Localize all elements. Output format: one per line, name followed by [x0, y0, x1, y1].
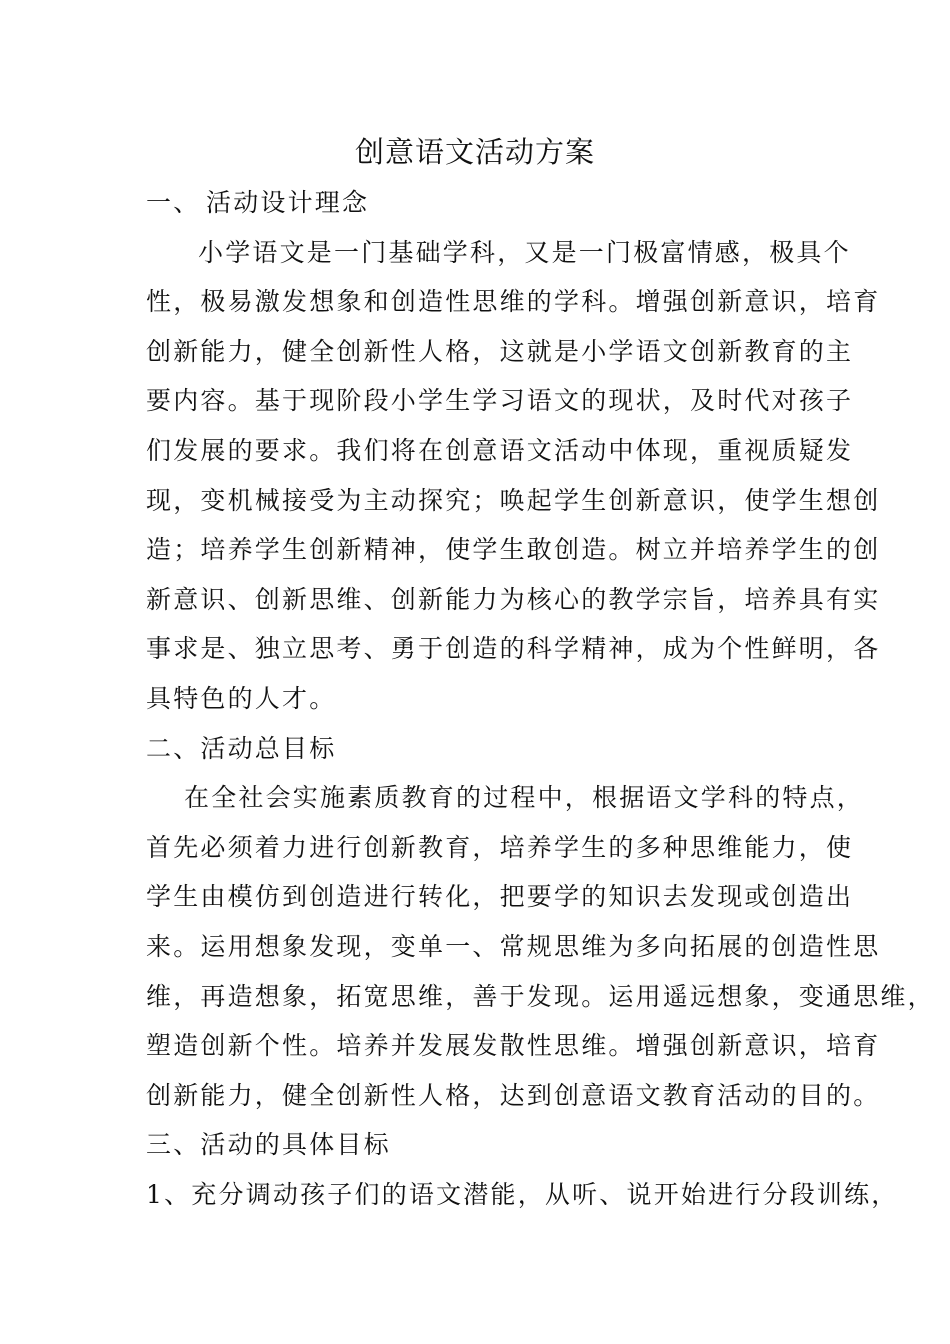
paragraph-line: 现，变机械接受为主动探究；唤起学生创新意识，使学生想创 [146, 485, 881, 515]
paragraph-line: 要内容。基于现阶段小学生学习语文的现状，及时代对孩子 [146, 386, 854, 416]
paragraph-line: 小学语文是一门基础学科，又是一门极富情感，极具个 [198, 237, 851, 267]
paragraph-line: 在全社会实施素质教育的过程中，根据语文学科的特点， [184, 783, 865, 813]
paragraph-line: 具特色的人才。 [146, 683, 337, 713]
paragraph-line: 性，极易激发想象和创造性思维的学科。增强创新意识，培育 [146, 287, 881, 317]
section-heading-2: 二、活动总目标 [146, 733, 337, 763]
paragraph-line: 创新能力，健全创新性人格，达到创意语文教育活动的目的。 [146, 1080, 881, 1110]
paragraph-line: 创新能力，健全创新性人格，这就是小学语文创新教育的主 [146, 336, 854, 366]
paragraph-line: 新意识、创新思维、创新能力为核心的教学宗旨，培养具有实 [146, 584, 881, 614]
paragraph-line: 1、充分调动孩子们的语文潜能，从听、说开始进行分段训练， [146, 1179, 899, 1209]
document-title: 创意语文活动方案 [354, 135, 595, 169]
paragraph-line: 事求是、独立思考、勇于创造的科学精神，成为个性鲜明，各 [146, 634, 881, 664]
paragraph-line: 首先必须着力进行创新教育，培养学生的多种思维能力，使 [146, 832, 854, 862]
section-heading-3: 三、活动的具体目标 [146, 1130, 391, 1160]
section-number-1: 一、 [146, 188, 201, 217]
paragraph-line: 造；培养学生创新精神，使学生敢创造。树立并培养学生的创 [146, 535, 881, 565]
paragraph-line: 维，再造想象，拓宽思维，善于发现。运用遥远想象，变通思维， [146, 981, 935, 1011]
paragraph-line: 们发展的要求。我们将在创意语文活动中体现，重视质疑发 [146, 435, 854, 465]
document-body [146, 178, 935, 1219]
paragraph-line: 塑造创新个性。培养并发展发散性思维。增强创新意识，培育 [146, 1031, 881, 1061]
section-heading-1 [146, 178, 818, 228]
paragraph-line: 学生由模仿到创造进行转化，把要学的知识去发现或创造出 [146, 882, 854, 912]
paragraph-line: 来。运用想象发现，变单一、常规思维为多向拓展的创造性思 [146, 931, 881, 961]
section-title-1: 活动设计理念 [206, 188, 370, 217]
